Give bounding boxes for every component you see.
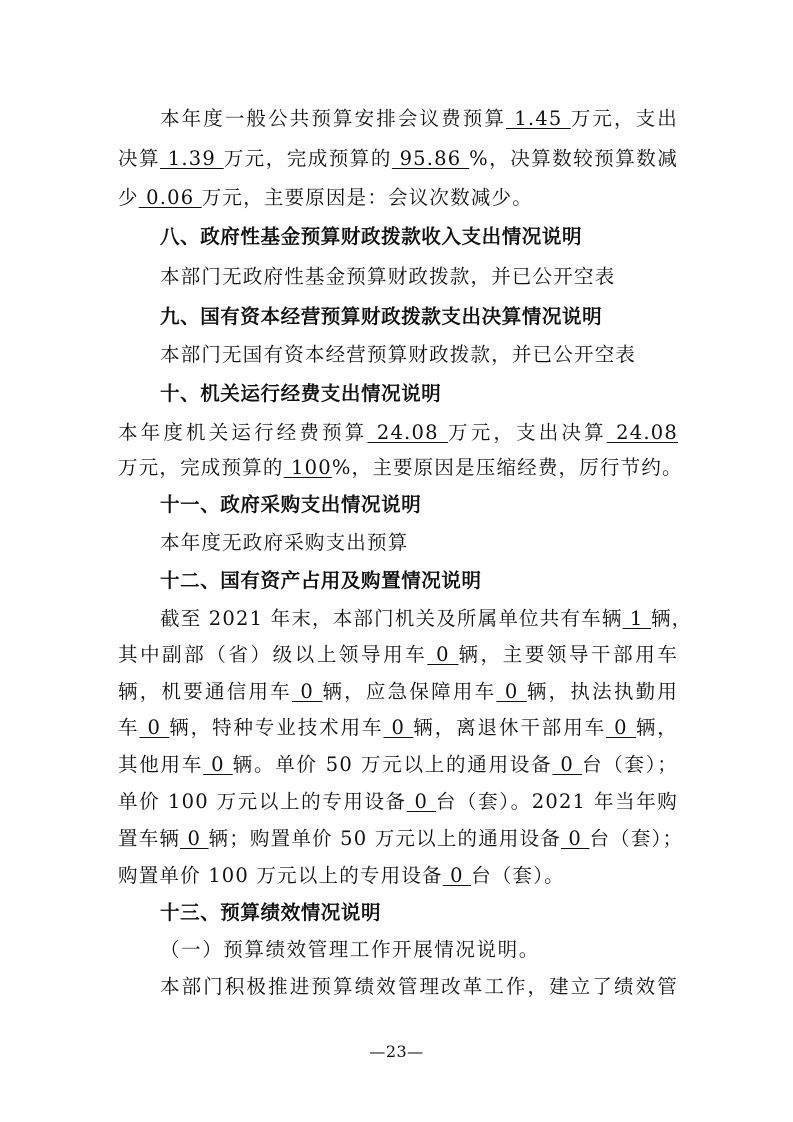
section-heading: 十二、国有资产占用及购置情况说明 (160, 569, 482, 592)
paragraph-line: 决算 1.39 万元，完成预算的 95.86 %，决算数较预算数减 (118, 147, 679, 170)
section-heading: 十一、政府采购支出情况说明 (160, 493, 422, 516)
paragraph-line: 截至 2021 年末，本部门机关及所属单位共有车辆 1 辆， (160, 607, 693, 630)
paragraph-line: 少 0.06 万元，主要原因是：会议次数减少。 (118, 186, 533, 209)
paragraph-line: 本年度机关运行经费预算 24.08 万元，支出决算 24.08 (118, 421, 678, 444)
paragraph-line: 置车辆 0 辆；购置单价 50 万元以上的通用设备 0 台（套）； (118, 827, 684, 850)
subsection-heading: （一）预算绩效管理工作开展情况说明。 (160, 938, 540, 961)
paragraph-line: 本部门积极推进预算绩效管理改革工作，建立了绩效管 (160, 975, 678, 998)
paragraph-line: 万元，完成预算的 100%，主要原因是压缩经费，厉行节约。 (118, 456, 683, 479)
paragraph-line: 其中副部（省）级以上领导用车 0 辆，主要领导干部用车 (118, 643, 678, 666)
paragraph-line: 其他用车 0 辆。单价 50 万元以上的通用设备 0 台（套）； (118, 753, 678, 776)
paragraph-line: 车 0 辆，特种专业技术用车 0 辆，离退休干部用车 0 辆， (118, 716, 678, 739)
paragraph-line: 单价 100 万元以上的专用设备 0 台（套）。2021 年当年购 (118, 790, 679, 813)
paragraph-line: 本年度无政府采购支出预算 (160, 531, 409, 554)
paragraph-line: 本部门无政府性基金预算财政拨款，并已公开空表 (160, 265, 616, 288)
paragraph-line: 本年度一般公共预算安排会议费预算 1.45 万元，支出 (160, 107, 678, 130)
paragraph-line: 购置单价 100 万元以上的专用设备 0 台（套）。 (118, 864, 565, 887)
page-number: —23— (369, 1042, 424, 1061)
section-heading: 十三、预算绩效情况说明 (160, 901, 382, 924)
section-heading: 八、政府性基金预算财政拨款收入支出情况说明 (160, 225, 583, 248)
section-heading: 十、机关运行经费支出情况说明 (160, 382, 442, 405)
paragraph-line: 本部门无国有资本经营预算财政拨款，并已公开空表 (160, 343, 637, 366)
section-heading: 九、国有资本经营预算财政拨款支出决算情况说明 (160, 305, 603, 328)
paragraph-line: 辆，机要通信用车 0 辆，应急保障用车 0 辆，执法执勤用 (118, 680, 679, 703)
